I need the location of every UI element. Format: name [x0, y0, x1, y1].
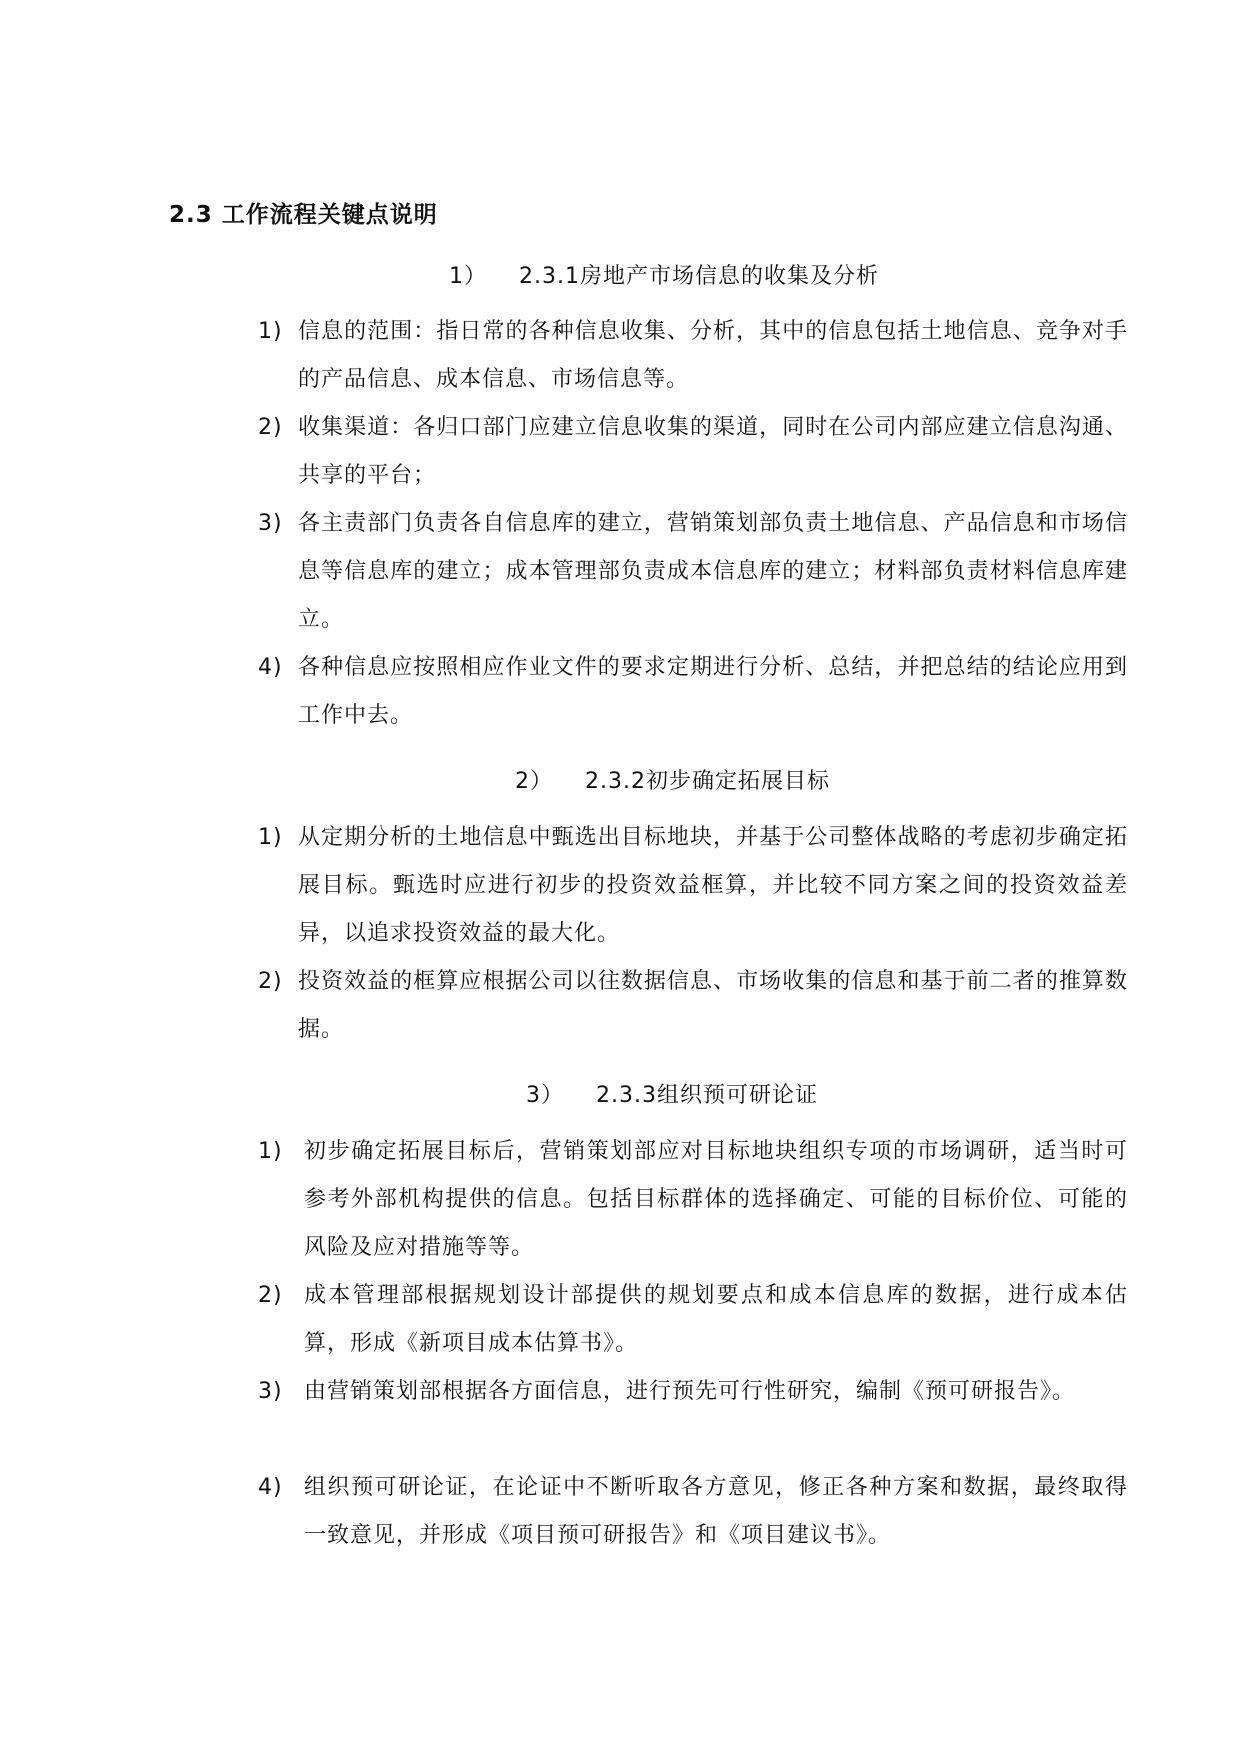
subsection-number: 2） — [515, 769, 553, 794]
list-item-text: 初步确定拓展目标后，营销策划部应对目标地块组织专项的市场调研，适当时可参考外部机构提供的信息。包括目标群体的选择确定、可能的目标价位、可能的风险及应对措施等等。 — [304, 1139, 1128, 1260]
subsection-number: 3） — [526, 1083, 564, 1108]
list-item-text: 由营销策划部根据各方面信息，进行预先可行性研究，编制《预可研报告》。 — [304, 1379, 1076, 1404]
list-item — [258, 500, 1128, 644]
subsection-title: 2.3.3组织预可研论证 — [596, 1083, 818, 1108]
list-item — [258, 1464, 1128, 1560]
list-item — [258, 404, 1128, 500]
subsection-number: 1） — [449, 264, 487, 289]
list-item-text: 从定期分析的土地信息中甄选出目标地块，并基于公司整体战略的考虑初步确定拓展目标。甄选时应进行初步的投资效益框算，并比较不同方案之间的投资效益差异，以追求投资效益的最大化。 — [298, 825, 1128, 946]
list-item-text: 信息的范围：指日常的各种信息收集、分析，其中的信息包括土地信息、竞争对手的产品信息、成本信息、市场信息等。 — [298, 319, 1128, 392]
list-marker: 3) — [258, 511, 283, 536]
list-item — [258, 1272, 1128, 1368]
list-item-text: 各主责部门负责各自信息库的建立，营销策划部负责土地信息、产品信息和市场信息等信息库的建立；成本管理部负责成本信息库的建立；材料部负责材料信息库建立。 — [298, 511, 1128, 632]
list-item — [258, 1368, 1128, 1416]
list-marker: 1) — [258, 825, 283, 850]
list-item-text: 组织预可研论证，在论证中不断听取各方意见，修正各种方案和数据，最终取得一致意见，并形成《项目预可研报告》和《项目建议书》。 — [304, 1475, 1128, 1548]
list-marker: 1) — [258, 319, 283, 344]
list-item — [258, 814, 1128, 958]
subsection-heading — [449, 259, 879, 290]
subsection-heading — [515, 764, 830, 795]
list-marker: 2) — [258, 1283, 283, 1308]
list-marker: 1) — [258, 1139, 283, 1164]
list-marker: 4) — [258, 1475, 283, 1500]
list-item — [258, 644, 1128, 740]
list-marker: 2) — [258, 969, 283, 994]
list-item — [258, 308, 1128, 404]
subsection-title: 2.3.2初步确定拓展目标 — [585, 769, 830, 794]
subsection-title: 2.3.1房地产市场信息的收集及分析 — [519, 264, 879, 289]
subsection-heading — [526, 1078, 818, 1109]
list-item-text: 收集渠道：各归口部门应建立信息收集的渠道，同时在公司内部应建立信息沟通、共享的平台； — [298, 415, 1128, 488]
list-marker: 4) — [258, 655, 283, 680]
section-heading: 2.3 工作流程关键点说明 — [169, 202, 438, 228]
list-marker: 2) — [258, 415, 283, 440]
list-item-text: 投资效益的框算应根据公司以往数据信息、市场收集的信息和基于前二者的推算数据。 — [298, 969, 1128, 1042]
list-item-text: 成本管理部根据规划设计部提供的规划要点和成本信息库的数据，进行成本估算，形成《新项目成本估算书》。 — [304, 1283, 1128, 1356]
list-marker: 3) — [258, 1379, 283, 1404]
list-item — [258, 1128, 1128, 1272]
list-item — [258, 958, 1128, 1054]
list-item-text: 各种信息应按照相应作业文件的要求定期进行分析、总结，并把总结的结论应用到工作中去。 — [298, 655, 1128, 728]
